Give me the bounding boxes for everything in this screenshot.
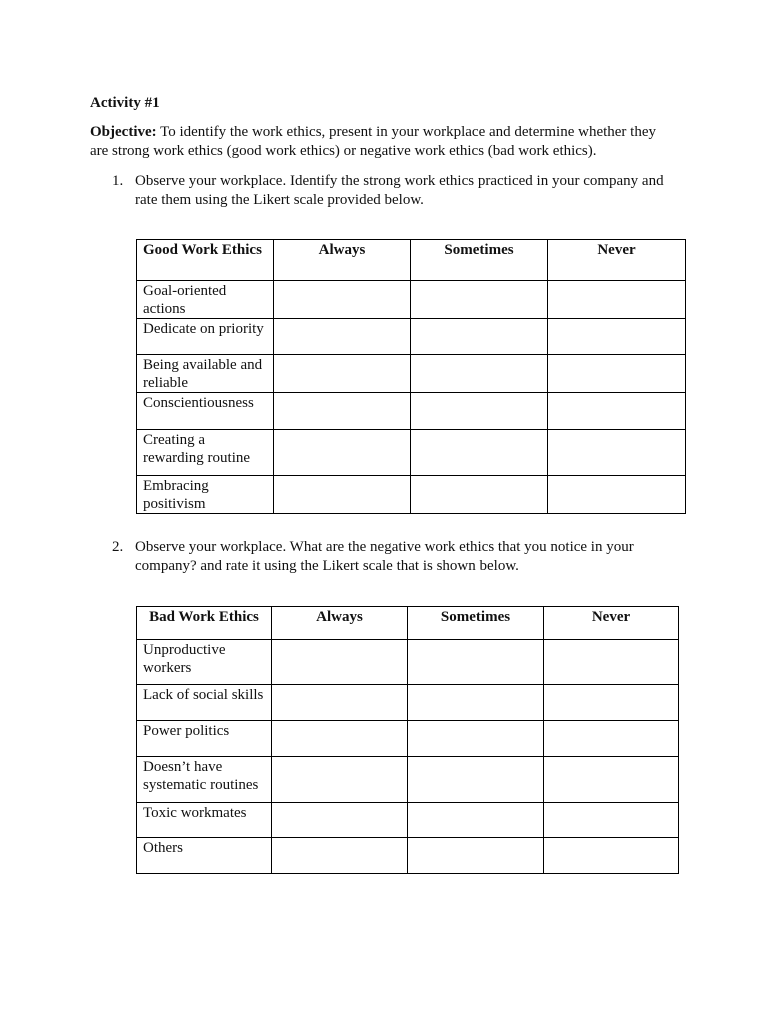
rating-cell-sometimes[interactable] <box>408 640 544 685</box>
row-label: Power politics <box>137 721 272 757</box>
table-row <box>137 838 679 874</box>
rating-cell-never[interactable] <box>548 355 686 393</box>
row-label: Doesn’t have systematic routines <box>137 757 272 803</box>
rating-cell-never[interactable] <box>548 476 686 514</box>
bad-work-ethics-table <box>136 606 679 874</box>
rating-cell-sometimes[interactable] <box>411 355 548 393</box>
rating-cell-never[interactable] <box>544 640 679 685</box>
rating-cell-always[interactable] <box>274 430 411 476</box>
row-label: Conscientiousness <box>137 393 274 430</box>
row-label: Dedicate on priority <box>137 319 274 355</box>
rating-cell-always[interactable] <box>274 281 411 319</box>
table-row <box>137 281 686 319</box>
table-row <box>137 476 686 514</box>
rating-cell-never[interactable] <box>544 803 679 838</box>
row-label: Being available and reliable <box>137 355 274 393</box>
header-never: Never <box>548 240 686 281</box>
table-row <box>137 393 686 430</box>
objective-paragraph <box>90 123 675 161</box>
item-number: 2. <box>112 539 124 555</box>
rating-cell-always[interactable] <box>272 685 408 721</box>
rating-cell-sometimes[interactable] <box>408 838 544 874</box>
rating-cell-always[interactable] <box>272 640 408 685</box>
rating-cell-never[interactable] <box>544 685 679 721</box>
row-label: Others <box>137 838 272 874</box>
item-number: 1. <box>112 173 124 189</box>
header-always: Always <box>272 607 408 640</box>
rating-cell-never[interactable] <box>544 757 679 803</box>
rating-cell-sometimes[interactable] <box>408 803 544 838</box>
table-header-row <box>137 607 679 640</box>
row-label: Lack of social skills <box>137 685 272 721</box>
header-sometimes: Sometimes <box>411 240 548 281</box>
rating-cell-sometimes[interactable] <box>411 430 548 476</box>
header-always: Always <box>274 240 411 281</box>
header-never: Never <box>544 607 679 640</box>
rating-cell-always[interactable] <box>272 838 408 874</box>
good-work-ethics-table <box>136 239 686 514</box>
header-good-work-ethics: Good Work Ethics <box>137 240 274 281</box>
table-row <box>137 430 686 476</box>
rating-cell-never[interactable] <box>544 838 679 874</box>
rating-cell-sometimes[interactable] <box>411 476 548 514</box>
item-text: Observe your workplace. Identify the strong work ethics practiced in your company and rate them using the Likert scale provided below. <box>135 173 664 208</box>
table-row <box>137 803 679 838</box>
rating-cell-always[interactable] <box>274 355 411 393</box>
instruction-item-1 <box>112 172 672 212</box>
table-row <box>137 319 686 355</box>
rating-cell-always[interactable] <box>274 393 411 430</box>
rating-cell-sometimes[interactable] <box>408 757 544 803</box>
header-sometimes: Sometimes <box>408 607 544 640</box>
rating-cell-always[interactable] <box>272 721 408 757</box>
rating-cell-sometimes[interactable] <box>411 319 548 355</box>
rating-cell-always[interactable] <box>274 319 411 355</box>
row-label: Goal-oriented actions <box>137 281 274 319</box>
rating-cell-sometimes[interactable] <box>408 685 544 721</box>
row-label: Unproductive workers <box>137 640 272 685</box>
rating-cell-always[interactable] <box>274 476 411 514</box>
rating-cell-never[interactable] <box>544 721 679 757</box>
table-row <box>137 757 679 803</box>
rating-cell-always[interactable] <box>272 803 408 838</box>
instruction-item-2 <box>112 538 672 578</box>
objective-text: To identify the work ethics, present in your workplace and determine whether they are strong work ethics (good work ethics) or negative work ethics (bad work ethics). <box>90 124 656 159</box>
table-header-row <box>137 240 686 281</box>
rating-cell-never[interactable] <box>548 393 686 430</box>
table-row <box>137 355 686 393</box>
objective-label: Objective: <box>90 124 157 140</box>
item-text: Observe your workplace. What are the negative work ethics that you notice in your company? and rate it using the Likert scale that is shown below. <box>135 539 634 574</box>
table-row <box>137 721 679 757</box>
rating-cell-sometimes[interactable] <box>411 393 548 430</box>
rating-cell-sometimes[interactable] <box>408 721 544 757</box>
header-bad-work-ethics: Bad Work Ethics <box>137 607 272 640</box>
rating-cell-never[interactable] <box>548 319 686 355</box>
row-label: Toxic workmates <box>137 803 272 838</box>
rating-cell-sometimes[interactable] <box>411 281 548 319</box>
activity-title: Activity #1 <box>90 95 160 111</box>
table-row <box>137 640 679 685</box>
rating-cell-never[interactable] <box>548 281 686 319</box>
rating-cell-never[interactable] <box>548 430 686 476</box>
row-label: Embracing positivism <box>137 476 274 514</box>
table-row <box>137 685 679 721</box>
row-label: Creating a rewarding routine <box>137 430 274 476</box>
rating-cell-always[interactable] <box>272 757 408 803</box>
